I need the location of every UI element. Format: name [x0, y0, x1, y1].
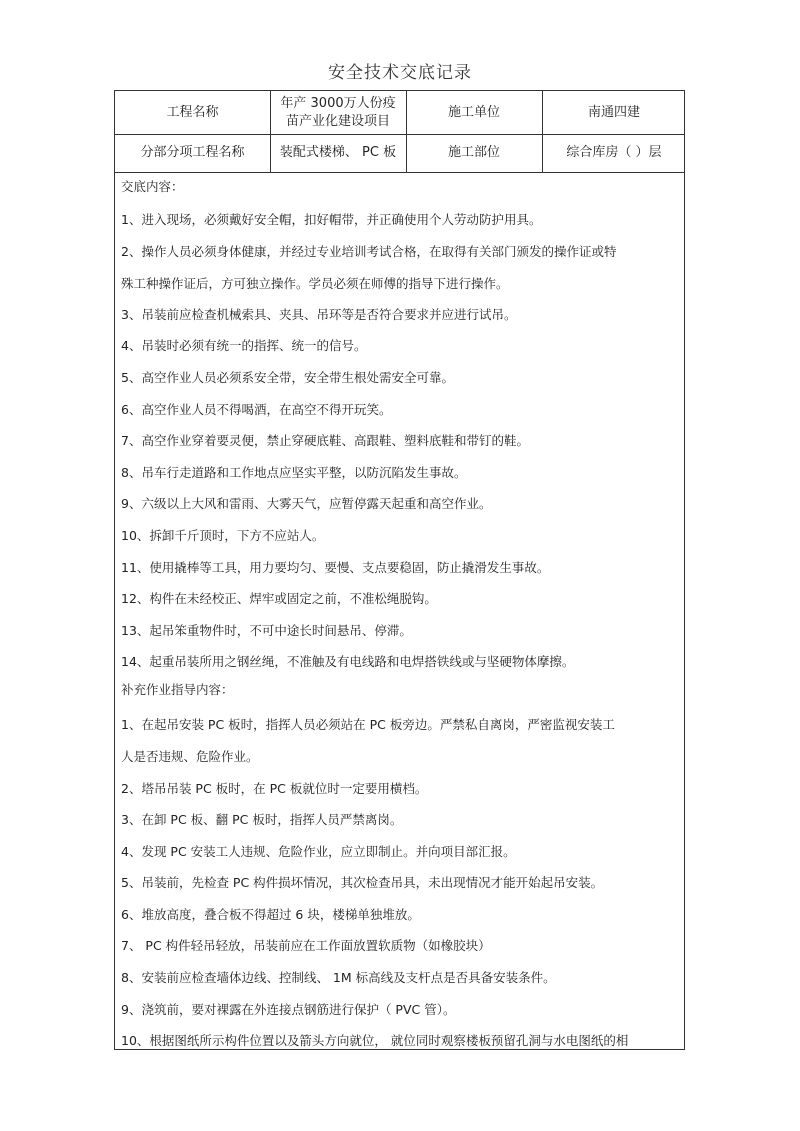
content-line: 5、吊装前，先检查 PC 构件损坏情况，其次检查吊具，未出现情况才能开始起吊安装。 — [121, 875, 604, 890]
row-divider-2 — [115, 172, 684, 173]
content-line: 8、吊车行走道路和工作地点应坚实平整，以防沉陷发生事故。 — [121, 465, 467, 480]
content-line: 4、发现 PC 安装工人违规、危险作业，应立即制止。并向项目部汇报。 — [121, 844, 516, 859]
construction-unit-label: 施工单位 — [447, 104, 500, 120]
content-line: 14、起重吊装所用之钢丝绳，不准触及有电线路和电焊搭铁线或与坚硬物体摩擦。 — [121, 654, 575, 669]
project-name-line-2: 苗产业化建设项目 — [285, 113, 390, 129]
content-line: 12、构件在未经校正、焊牢或固定之前，不准松绳脱钩。 — [121, 591, 437, 606]
content-line: 11、使用撬棒等工具，用力要均匀、要慢、支点要稳固，防止撬滑发生事故。 — [121, 560, 550, 575]
content-line: 2、塔吊吊装 PC 板时，在 PC 板就位时一定要用横档。 — [121, 781, 428, 796]
disclosure-record-table — [114, 90, 685, 1050]
sub-project-name-value: 装配式楼梯、 PC 板 — [279, 145, 397, 160]
content-line: 1、进入现场，必须戴好安全帽，扣好帽带，并正确使用个人劳动防护用具。 — [121, 212, 542, 227]
project-name-label: 工程名称 — [166, 104, 219, 120]
content-line: 6、高空作业人员不得喝酒，在高空不得开玩笑。 — [121, 402, 392, 417]
content-line: 交底内容： — [121, 179, 184, 194]
content-line: 1、在起吊安装 PC 板时，指挥人员必须站在 PC 板旁边。严禁私自离岗，严密监视安装工 — [121, 717, 615, 732]
document-title: 安全技术交底记录 — [328, 63, 472, 83]
content-line: 7、高空作业穿着要灵便，禁止穿硬底鞋、高跟鞋、塑料底鞋和带钉的鞋。 — [121, 433, 529, 448]
content-line: 13、起吊笨重物件时，不可中途长时间悬吊、停滞。 — [121, 623, 412, 638]
content-line: 补充作业指导内容： — [121, 682, 234, 697]
content-line: 5、高空作业人员必须系安全带，安全带生根处需安全可靠。 — [121, 370, 454, 385]
content-line: 4、吊装时必须有统一的指挥、统一的信号。 — [121, 338, 367, 353]
construction-unit-value: 南通四建 — [587, 104, 640, 120]
content-line: 3、吊装前应检查机械索具、夹具、吊环等是否符合要求并应进行试吊。 — [121, 307, 517, 322]
content-line: 9、浇筑前，要对裸露在外连接点钢筋进行保护（ PVC 管）。 — [121, 1002, 456, 1017]
project-name-value — [270, 91, 406, 134]
content-line: 3、在卸 PC 板、翻 PC 板时，指挥人员严禁离岗。 — [121, 812, 403, 827]
construction-location-value: 综合库房（ ）层 — [566, 145, 662, 160]
construction-location-label: 施工部位 — [447, 145, 500, 160]
content-line: 10、拆卸千斤顶时，下方不应站人。 — [121, 528, 325, 543]
content-line: 6、堆放高度，叠合板不得超过 6 块，楼梯单独堆放。 — [121, 907, 420, 922]
content-line: 9、六级以上大风和雷雨、大雾天气，应暂停露天起重和高空作业。 — [121, 496, 492, 511]
project-name-line-1: 年产 3000万人份疫 — [280, 95, 396, 111]
content-line: 2、操作人员必须身体健康，并经过专业培训考试合格，在取得有关部门颁发的操作证或特 — [121, 244, 617, 259]
content-line: 人是否违规、危险作业。 — [121, 749, 259, 764]
content-line: 10、根据图纸所示构件位置以及箭头方向就位， 就位同时观察楼板预留孔洞与水电图纸的相 — [121, 1033, 629, 1048]
sub-project-name-label: 分部分项工程名称 — [140, 145, 245, 160]
content-line: 殊工种操作证后，方可独立操作。学员必须在师傅的指导下进行操作。 — [121, 276, 509, 291]
content-line: 8、安装前应检查墙体边线、控制线、 1M 标高线及支杆点是否具备安装条件。 — [121, 970, 556, 985]
content-line: 7、 PC 构件轻吊轻放，吊装前应在工作面放置软质物（如橡胶块） — [121, 938, 491, 953]
